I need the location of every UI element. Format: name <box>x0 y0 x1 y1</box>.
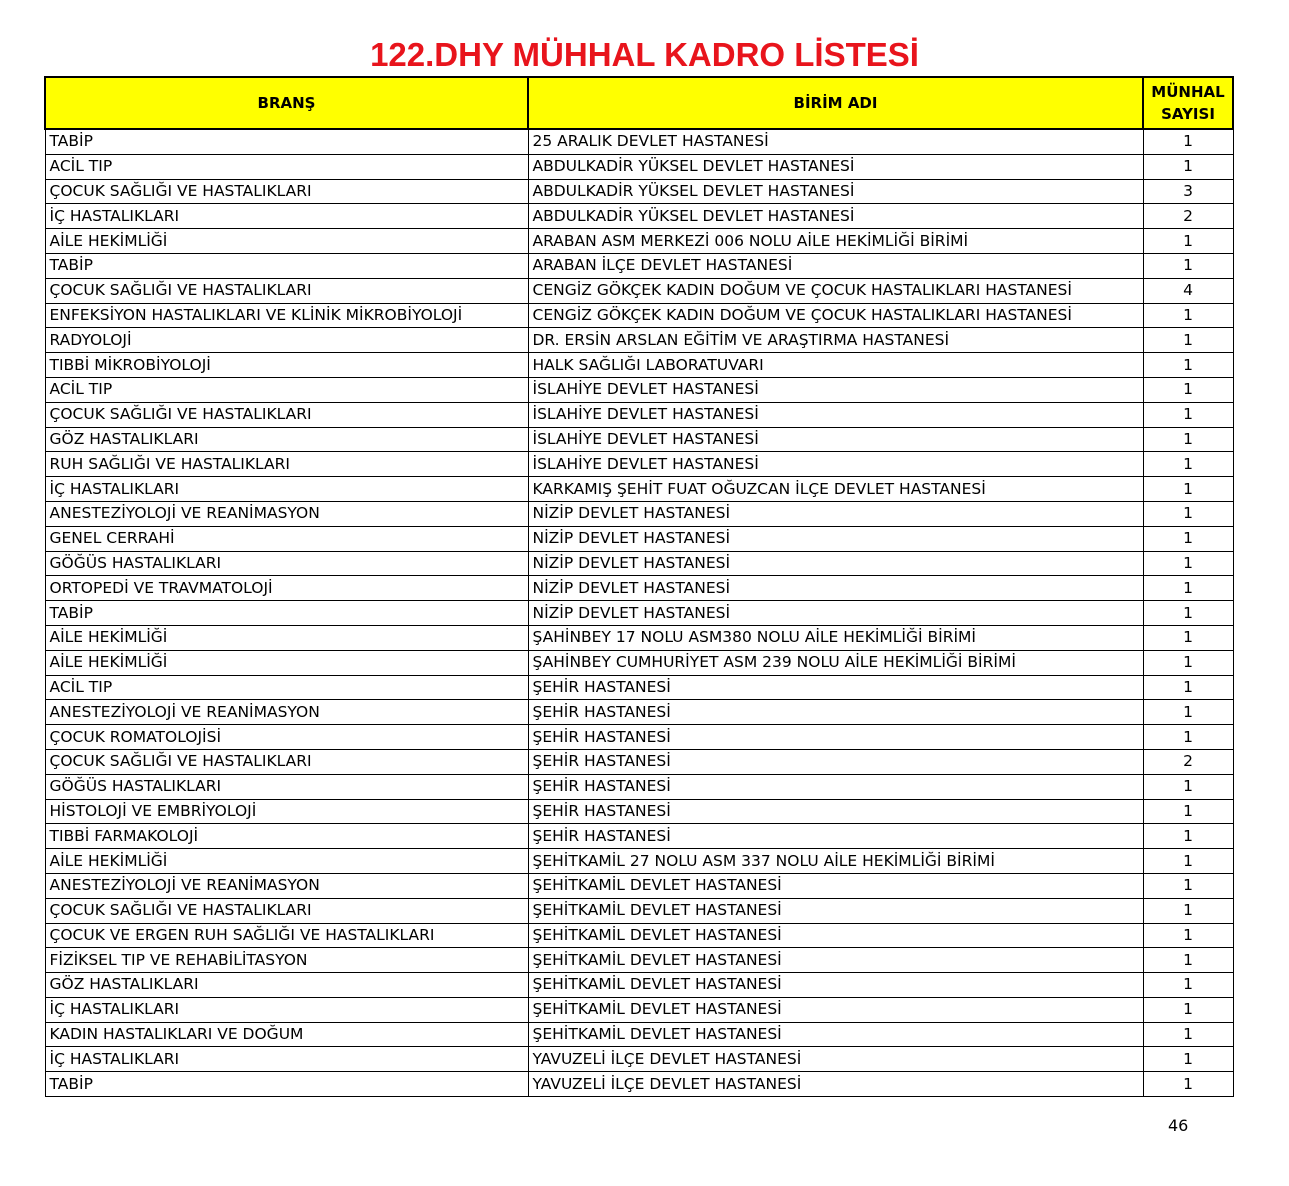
table-row <box>45 477 1233 502</box>
column-header-sayi-line2: SAYISI <box>1161 105 1215 123</box>
table-row <box>45 353 1233 378</box>
column-header-birim: BİRİM ADI <box>528 77 1143 129</box>
cell-sayi: 1 <box>1143 849 1233 874</box>
cell-sayi: 1 <box>1143 923 1233 948</box>
cell-brans: GENEL CERRAHİ <box>45 526 528 551</box>
table-row <box>45 253 1233 278</box>
cell-brans: ACİL TIP <box>45 377 528 402</box>
cell-brans: ÇOCUK SAĞLIĞI VE HASTALIKLARI <box>45 179 528 204</box>
cell-sayi: 1 <box>1143 526 1233 551</box>
cell-sayi: 1 <box>1143 576 1233 601</box>
cell-sayi: 1 <box>1143 1022 1233 1047</box>
cell-birim: NİZİP DEVLET HASTANESİ <box>528 576 1143 601</box>
table-row <box>45 526 1233 551</box>
cell-sayi: 4 <box>1143 278 1233 303</box>
cell-brans: ANESTEZİYOLOJİ VE REANİMASYON <box>45 700 528 725</box>
cell-brans: AİLE HEKİMLİĞİ <box>45 625 528 650</box>
table-row <box>45 1072 1233 1097</box>
table-row <box>45 229 1233 254</box>
cell-birim: ŞEHİTKAMİL 27 NOLU ASM 337 NOLU AİLE HEKİMLİĞİ BİRİMİ <box>528 849 1143 874</box>
table-row <box>45 1047 1233 1072</box>
cell-birim: YAVUZELİ İLÇE DEVLET HASTANESİ <box>528 1072 1143 1097</box>
cell-birim: ŞEHİTKAMİL DEVLET HASTANESİ <box>528 948 1143 973</box>
table-row <box>45 601 1233 626</box>
cell-birim: ŞEHİTKAMİL DEVLET HASTANESİ <box>528 973 1143 998</box>
table-row <box>45 898 1233 923</box>
cell-birim: ŞEHİR HASTANESİ <box>528 700 1143 725</box>
cell-sayi: 1 <box>1143 229 1233 254</box>
table-row <box>45 849 1233 874</box>
cell-brans: RUH SAĞLIĞI VE HASTALIKLARI <box>45 452 528 477</box>
table-row <box>45 973 1233 998</box>
table-row <box>45 997 1233 1022</box>
cell-sayi: 1 <box>1143 551 1233 576</box>
table-row <box>45 675 1233 700</box>
cell-sayi: 1 <box>1143 824 1233 849</box>
cell-brans: TIBBİ MİKROBİYOLOJİ <box>45 353 528 378</box>
cell-sayi: 1 <box>1143 774 1233 799</box>
cell-brans: GÖZ HASTALIKLARI <box>45 427 528 452</box>
cell-sayi: 2 <box>1143 749 1233 774</box>
cell-birim: KARKAMIŞ ŞEHİT FUAT OĞUZCAN İLÇE DEVLET HASTANESİ <box>528 477 1143 502</box>
table-row <box>45 625 1233 650</box>
table-row <box>45 551 1233 576</box>
cell-sayi: 1 <box>1143 377 1233 402</box>
cell-brans: ÇOCUK SAĞLIĞI VE HASTALIKLARI <box>45 402 528 427</box>
page-number: 46 <box>1168 1116 1189 1135</box>
cell-sayi: 1 <box>1143 353 1233 378</box>
cell-sayi: 1 <box>1143 1047 1233 1072</box>
cell-sayi: 1 <box>1143 402 1233 427</box>
cell-birim: ARABAN İLÇE DEVLET HASTANESİ <box>528 253 1143 278</box>
cell-brans: AİLE HEKİMLİĞİ <box>45 650 528 675</box>
cell-birim: ŞEHİTKAMİL DEVLET HASTANESİ <box>528 997 1143 1022</box>
cell-sayi: 1 <box>1143 625 1233 650</box>
cell-sayi: 1 <box>1143 129 1233 154</box>
cell-brans: İÇ HASTALIKLARI <box>45 1047 528 1072</box>
cell-brans: ÇOCUK SAĞLIĞI VE HASTALIKLARI <box>45 749 528 774</box>
cell-sayi: 1 <box>1143 452 1233 477</box>
table-row <box>45 774 1233 799</box>
table-row <box>45 303 1233 328</box>
cell-sayi: 1 <box>1143 973 1233 998</box>
cell-brans: ANESTEZİYOLOJİ VE REANİMASYON <box>45 873 528 898</box>
cell-sayi: 1 <box>1143 898 1233 923</box>
table-row <box>45 377 1233 402</box>
column-header-sayi-line1: MÜNHAL <box>1151 83 1225 101</box>
cell-birim: ARABAN ASM MERKEZİ 006 NOLU AİLE HEKİMLİĞİ BİRİMİ <box>528 229 1143 254</box>
cell-sayi: 1 <box>1143 601 1233 626</box>
cell-sayi: 1 <box>1143 427 1233 452</box>
cell-brans: TABİP <box>45 601 528 626</box>
cell-birim: ABDULKADİR YÜKSEL DEVLET HASTANESİ <box>528 204 1143 229</box>
cell-brans: TIBBİ FARMAKOLOJİ <box>45 824 528 849</box>
cell-birim: 25 ARALIK DEVLET HASTANESİ <box>528 129 1143 154</box>
cell-brans: HİSTOLOJİ VE EMBRİYOLOJİ <box>45 799 528 824</box>
cell-birim: ŞAHİNBEY 17 NOLU ASM380 NOLU AİLE HEKİMLİĞİ BİRİMİ <box>528 625 1143 650</box>
table-row <box>45 725 1233 750</box>
cell-brans: ANESTEZİYOLOJİ VE REANİMASYON <box>45 501 528 526</box>
page-title: 122.DHY MÜHHAL KADRO LİSTESİ <box>370 36 919 73</box>
cell-brans: ÇOCUK SAĞLIĞI VE HASTALIKLARI <box>45 898 528 923</box>
table-row <box>45 328 1233 353</box>
cell-sayi: 1 <box>1143 650 1233 675</box>
table-row <box>45 452 1233 477</box>
cell-brans: ÇOCUK ROMATOLOJİSİ <box>45 725 528 750</box>
cell-brans: KADIN HASTALIKLARI VE DOĞUM <box>45 1022 528 1047</box>
cell-birim: NİZİP DEVLET HASTANESİ <box>528 526 1143 551</box>
cell-birim: ŞAHİNBEY CUMHURİYET ASM 239 NOLU AİLE HEKİMLİĞİ BİRİMİ <box>528 650 1143 675</box>
cell-birim: ŞEHİR HASTANESİ <box>528 774 1143 799</box>
cell-birim: NİZİP DEVLET HASTANESİ <box>528 551 1143 576</box>
cell-birim: ŞEHİR HASTANESİ <box>528 725 1143 750</box>
cell-birim: NİZİP DEVLET HASTANESİ <box>528 501 1143 526</box>
cell-birim: İSLAHİYE DEVLET HASTANESİ <box>528 427 1143 452</box>
table-header-row <box>45 77 1233 129</box>
cell-birim: ŞEHİR HASTANESİ <box>528 799 1143 824</box>
table-row <box>45 501 1233 526</box>
cell-brans: GÖĞÜS HASTALIKLARI <box>45 551 528 576</box>
cell-birim: CENGİZ GÖKÇEK KADIN DOĞUM VE ÇOCUK HASTALIKLARI HASTANESİ <box>528 278 1143 303</box>
cell-sayi: 1 <box>1143 725 1233 750</box>
table-row <box>45 799 1233 824</box>
cell-sayi: 1 <box>1143 675 1233 700</box>
table-row <box>45 700 1233 725</box>
cell-brans: FİZİKSEL TIP VE REHABİLİTASYON <box>45 948 528 973</box>
cell-brans: AİLE HEKİMLİĞİ <box>45 849 528 874</box>
cell-birim: ŞEHİTKAMİL DEVLET HASTANESİ <box>528 873 1143 898</box>
table-row <box>45 923 1233 948</box>
cell-brans: ÇOCUK SAĞLIĞI VE HASTALIKLARI <box>45 278 528 303</box>
cell-birim: ŞEHİTKAMİL DEVLET HASTANESİ <box>528 898 1143 923</box>
cell-sayi: 1 <box>1143 799 1233 824</box>
table-row <box>45 427 1233 452</box>
table-row <box>45 1022 1233 1047</box>
table-row <box>45 278 1233 303</box>
cell-sayi: 1 <box>1143 873 1233 898</box>
cell-brans: İÇ HASTALIKLARI <box>45 997 528 1022</box>
kadro-table <box>44 76 1234 1097</box>
table-row <box>45 402 1233 427</box>
cell-sayi: 1 <box>1143 328 1233 353</box>
cell-brans: İÇ HASTALIKLARI <box>45 477 528 502</box>
table-row <box>45 650 1233 675</box>
table-row <box>45 204 1233 229</box>
cell-sayi: 1 <box>1143 1072 1233 1097</box>
cell-birim: HALK SAĞLIĞI LABORATUVARI <box>528 353 1143 378</box>
cell-brans: ACİL TIP <box>45 154 528 179</box>
cell-birim: ABDULKADİR YÜKSEL DEVLET HASTANESİ <box>528 179 1143 204</box>
cell-birim: NİZİP DEVLET HASTANESİ <box>528 601 1143 626</box>
cell-brans: ACİL TIP <box>45 675 528 700</box>
cell-brans: GÖĞÜS HASTALIKLARI <box>45 774 528 799</box>
table-row <box>45 179 1233 204</box>
table-row <box>45 154 1233 179</box>
column-header-brans: BRANŞ <box>45 77 528 129</box>
cell-brans: ORTOPEDİ VE TRAVMATOLOJİ <box>45 576 528 601</box>
cell-sayi: 1 <box>1143 997 1233 1022</box>
table-row <box>45 576 1233 601</box>
table-row <box>45 948 1233 973</box>
cell-brans: TABİP <box>45 1072 528 1097</box>
cell-sayi: 2 <box>1143 204 1233 229</box>
cell-sayi: 1 <box>1143 948 1233 973</box>
cell-sayi: 1 <box>1143 501 1233 526</box>
cell-birim: İSLAHİYE DEVLET HASTANESİ <box>528 377 1143 402</box>
cell-birim: ŞEHİR HASTANESİ <box>528 675 1143 700</box>
cell-sayi: 1 <box>1143 700 1233 725</box>
cell-brans: TABİP <box>45 129 528 154</box>
cell-birim: İSLAHİYE DEVLET HASTANESİ <box>528 452 1143 477</box>
table-row <box>45 873 1233 898</box>
table-row <box>45 749 1233 774</box>
cell-birim: ŞEHİR HASTANESİ <box>528 749 1143 774</box>
cell-brans: ENFEKSİYON HASTALIKLARI VE KLİNİK MİKROBİYOLOJİ <box>45 303 528 328</box>
cell-birim: İSLAHİYE DEVLET HASTANESİ <box>528 402 1143 427</box>
cell-brans: TABİP <box>45 253 528 278</box>
cell-brans: RADYOLOJİ <box>45 328 528 353</box>
cell-brans: ÇOCUK VE ERGEN RUH SAĞLIĞI VE HASTALIKLARI <box>45 923 528 948</box>
cell-sayi: 3 <box>1143 179 1233 204</box>
cell-birim: YAVUZELİ İLÇE DEVLET HASTANESİ <box>528 1047 1143 1072</box>
cell-sayi: 1 <box>1143 477 1233 502</box>
cell-sayi: 1 <box>1143 303 1233 328</box>
cell-birim: CENGİZ GÖKÇEK KADIN DOĞUM VE ÇOCUK HASTALIKLARI HASTANESİ <box>528 303 1143 328</box>
column-header-sayi <box>1143 77 1233 129</box>
cell-birim: ŞEHİTKAMİL DEVLET HASTANESİ <box>528 1022 1143 1047</box>
table-row <box>45 129 1233 154</box>
cell-birim: ABDULKADİR YÜKSEL DEVLET HASTANESİ <box>528 154 1143 179</box>
cell-birim: ŞEHİR HASTANESİ <box>528 824 1143 849</box>
cell-sayi: 1 <box>1143 253 1233 278</box>
cell-brans: AİLE HEKİMLİĞİ <box>45 229 528 254</box>
cell-sayi: 1 <box>1143 154 1233 179</box>
table-row <box>45 824 1233 849</box>
cell-brans: İÇ HASTALIKLARI <box>45 204 528 229</box>
cell-birim: ŞEHİTKAMİL DEVLET HASTANESİ <box>528 923 1143 948</box>
cell-birim: DR. ERSİN ARSLAN EĞİTİM VE ARAŞTIRMA HASTANESİ <box>528 328 1143 353</box>
cell-brans: GÖZ HASTALIKLARI <box>45 973 528 998</box>
